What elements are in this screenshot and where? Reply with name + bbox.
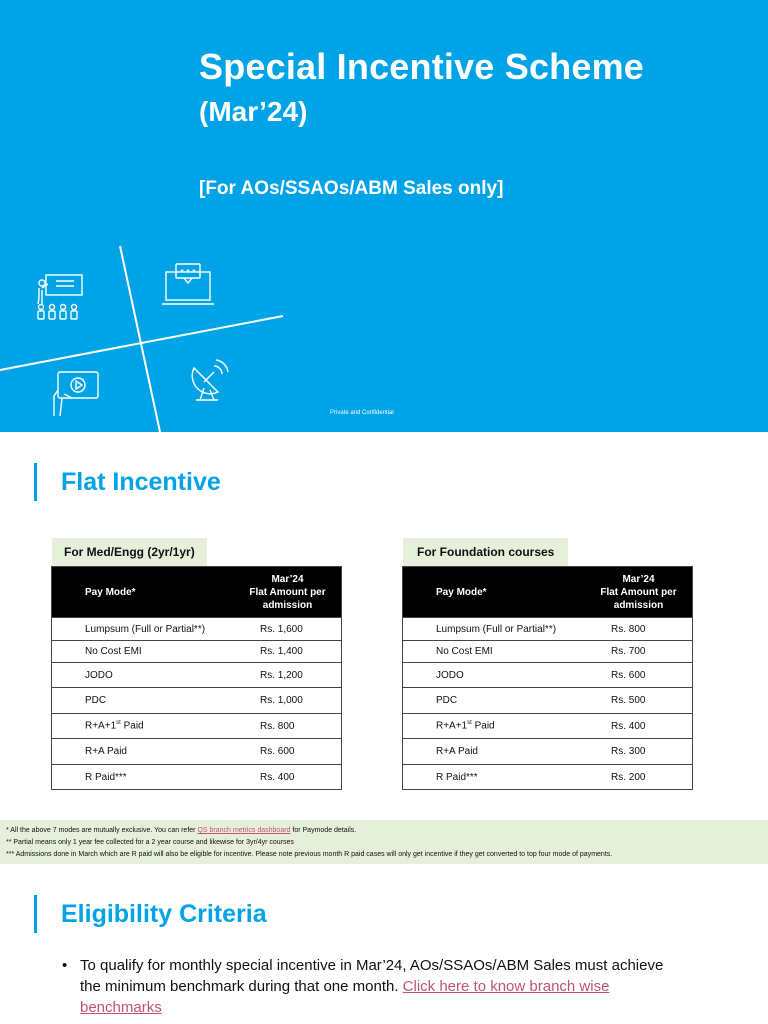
table-row xyxy=(403,662,692,687)
amount-cell: Rs. 1,600 xyxy=(260,623,303,635)
paymode-text: R+A+1 xyxy=(436,720,468,732)
col-paymode-header: Pay Mode* xyxy=(436,586,487,598)
table-header xyxy=(52,567,341,617)
footnote-2: ** Partial means only 1 year fee collected for a 2 year course and likewise for 3yr/4yr courses xyxy=(6,839,294,846)
table-row xyxy=(403,640,692,662)
amount-cell: Rs. 800 xyxy=(260,720,295,732)
table-row xyxy=(403,713,692,738)
flat-incentive-heading: Flat Incentive xyxy=(61,468,221,496)
amount-cell: Rs. 1,200 xyxy=(260,669,303,681)
paymode-cell: R Paid*** xyxy=(436,771,478,783)
footnote-1 xyxy=(6,825,762,837)
section-accent-bar xyxy=(34,895,37,933)
footnotes-band xyxy=(0,820,768,864)
paymode-superscript: st xyxy=(467,720,472,727)
col-amount-header-line3: admission xyxy=(262,599,313,611)
table-row xyxy=(52,687,341,713)
amount-cell: Rs. 800 xyxy=(611,623,646,635)
eligibility-heading: Eligibility Criteria xyxy=(61,900,267,928)
branch-benchmarks-link[interactable]: Click here to know branch wise benchmarks xyxy=(80,978,610,1016)
table-row xyxy=(52,713,341,738)
amount-cell: Rs. 300 xyxy=(611,746,646,757)
paymode-suffix: Paid xyxy=(471,720,495,732)
col-paymode-header: Pay Mode* xyxy=(85,586,136,598)
med-engg-label: For Med/Engg (2yr/1yr) xyxy=(52,538,207,567)
med-engg-table xyxy=(51,566,342,790)
col-amount-header-month: Mar’24 xyxy=(622,573,655,585)
table-row xyxy=(403,738,692,764)
table-row xyxy=(52,662,341,687)
hero-subtitle: (Mar’24) xyxy=(199,96,308,127)
amount-cell: Rs. 200 xyxy=(611,771,646,783)
amount-cell: Rs. 1,000 xyxy=(260,695,303,706)
paymode-cell: R+A Paid xyxy=(85,746,127,757)
table-header xyxy=(403,567,692,617)
table-row xyxy=(403,687,692,713)
paymode-cell: JODO xyxy=(85,669,113,681)
paymode-cell: Lumpsum (Full or Partial**) xyxy=(436,623,557,635)
table-row xyxy=(403,617,692,640)
footnote-1-text: * All the above 7 modes are mutually exclusive. You can refer xyxy=(6,827,198,834)
foundation-table xyxy=(402,566,693,790)
video-tap-icon xyxy=(48,368,104,420)
paymode-cell: PDC xyxy=(436,695,458,706)
amount-cell: Rs. 600 xyxy=(611,669,646,681)
table-row xyxy=(52,640,341,662)
paymode-cell: No Cost EMI xyxy=(436,646,493,657)
hero-tagline: [For AOs/SSAOs/ABM Sales only] xyxy=(199,178,504,199)
paymode-cell xyxy=(403,720,577,731)
eligibility-text xyxy=(80,955,680,1018)
hero-title: Special Incentive Scheme xyxy=(199,46,645,87)
table-row xyxy=(403,764,692,789)
col-amount-header-month: Mar’24 xyxy=(271,573,304,585)
amount-cell: Rs. 400 xyxy=(260,771,295,783)
col-amount-header-line2: Flat Amount per xyxy=(249,586,326,598)
section-accent-bar xyxy=(34,463,37,501)
eligibility-body: To qualify for monthly special incentive in Mar’24, AOs/SSAOs/ABM Sales must achieve the minimum benchmark during that one month. xyxy=(80,957,664,995)
amount-cell: Rs. 400 xyxy=(611,720,646,732)
paymode-cell: JODO xyxy=(436,669,464,681)
satellite-dish-icon xyxy=(188,356,232,404)
paymode-cell: No Cost EMI xyxy=(85,646,142,657)
paymode-cell: PDC xyxy=(85,695,107,706)
qs-dashboard-link[interactable]: QS branch metrics dashboard xyxy=(197,827,291,834)
paymode-cell: R Paid*** xyxy=(85,771,127,783)
col-amount-header xyxy=(242,573,333,612)
presentation-icon xyxy=(34,272,86,322)
paymode-cell: Lumpsum (Full or Partial**) xyxy=(85,623,206,635)
col-amount-header xyxy=(593,573,684,612)
amount-cell: Rs. 600 xyxy=(260,746,295,757)
col-amount-header-line2: Flat Amount per xyxy=(600,586,677,598)
confidential-note: Private and Confidential xyxy=(330,410,394,416)
amount-cell: Rs. 700 xyxy=(611,646,646,657)
table-row xyxy=(52,764,341,789)
chat-laptop-icon xyxy=(160,262,216,308)
paymode-cell: R+A Paid xyxy=(436,746,478,757)
paymode-text: R+A+1 xyxy=(85,720,117,732)
paymode-suffix: Paid xyxy=(120,720,144,732)
footnote-3: *** Admissions done in March which are R paid will also be eligible for incentive. Please note previous month R paid cases will only get incentive if they get converted to top four mode of payments. xyxy=(6,851,613,858)
amount-cell: Rs. 500 xyxy=(611,695,646,706)
amount-cell: Rs. 1,400 xyxy=(260,646,303,657)
paymode-superscript: st xyxy=(116,720,121,727)
table-row xyxy=(52,617,341,640)
hero-banner xyxy=(0,0,768,432)
footnote-1-suffix: for Paymode details. xyxy=(290,827,357,834)
paymode-cell xyxy=(52,720,226,731)
table-row xyxy=(52,738,341,764)
col-amount-header-line3: admission xyxy=(613,599,664,611)
foundation-label: For Foundation courses xyxy=(403,538,568,567)
bullet-marker: • xyxy=(62,957,68,974)
